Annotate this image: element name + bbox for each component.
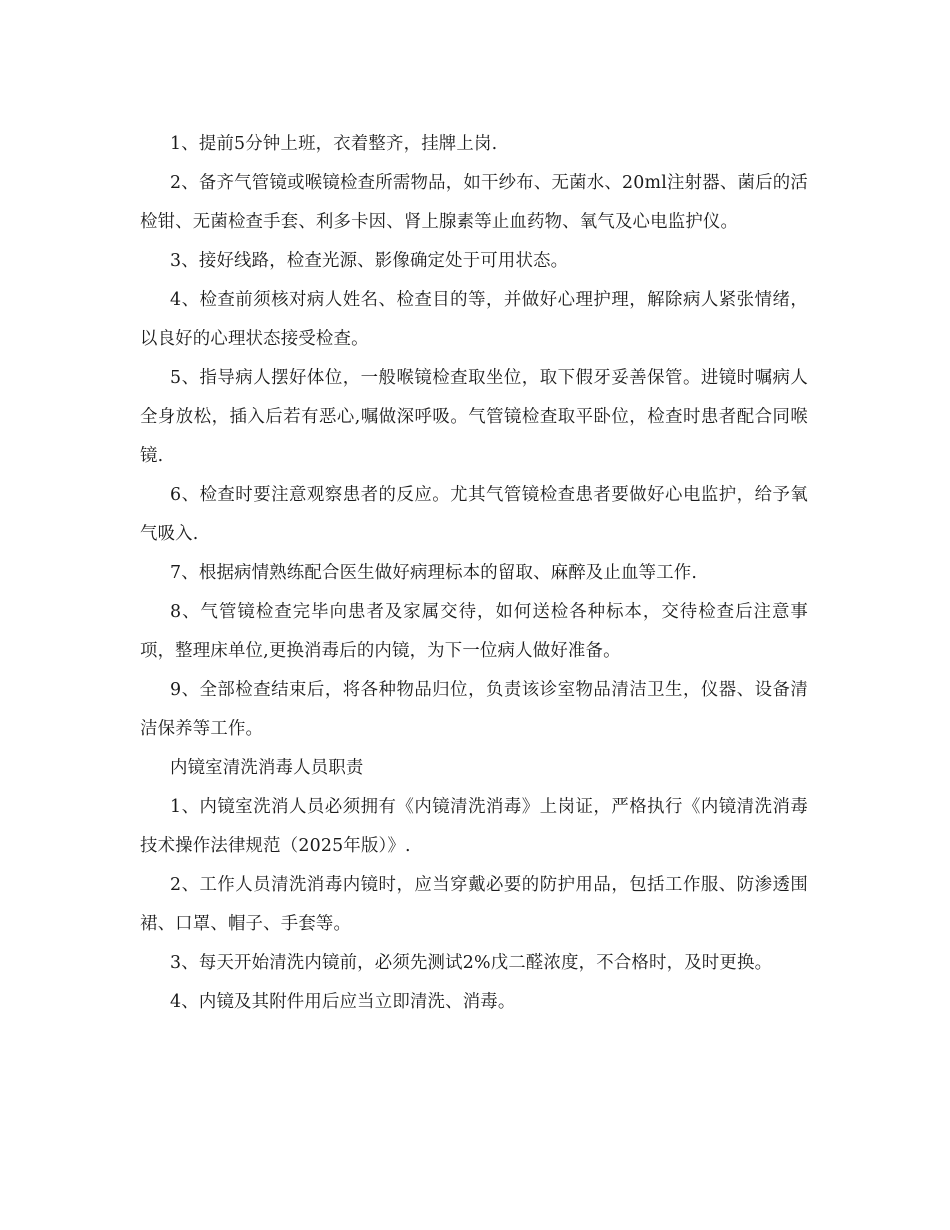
document-body <box>140 125 808 1022</box>
cleaning-paragraph-1: 1、内镜室洗消人员必须拥有《内镜清洗消毒》上岗证，严格执行《内镜清洗消毒技术操作法律规范（2025年版）》. <box>140 797 808 856</box>
paragraph-9: 9、全部检查结束后，将各种物品归位，负责该诊室物品清洁卫生，仪器、设备清洁保养等工作。 <box>140 680 808 739</box>
paragraph-3: 3、接好线路，检查光源、影像确定处于可用状态。 <box>170 251 569 271</box>
paragraph-4: 4、检查前须核对病人姓名、检查目的等，并做好心理护理，解除病人紧张情绪，以良好的心理状态接受检查。 <box>140 290 808 349</box>
paragraph-1: 1、提前5分钟上班，衣着整齐，挂牌上岗. <box>170 134 498 154</box>
cleaning-paragraph-4: 4、内镜及其附件用后应当立即清洗、消毒。 <box>170 992 516 1012</box>
paragraph-7: 7、根据病情熟练配合医生做好病理标本的留取、麻醉及止血等工作. <box>170 563 698 583</box>
cleaning-paragraph-3: 3、每天开始清洗内镜前，必须先测试2%戊二醛浓度，不合格时，及时更换。 <box>170 953 773 973</box>
section-heading: 内镜室清洗消毒人员职责 <box>170 758 364 778</box>
cleaning-paragraph-2: 2、工作人员清洗消毒内镜时，应当穿戴必要的防护用品，包括工作服、防渗透围裙、口罩、帽子、手套等。 <box>140 875 808 934</box>
paragraph-8: 8、气管镜检查完毕向患者及家属交待，如何送检各种标本，交待检查后注意事项，整理床单位,更换消毒后的内镜，为下一位病人做好准备。 <box>140 602 808 661</box>
paragraph-5: 5、指导病人摆好体位，一般喉镜检查取坐位，取下假牙妥善保管。进镜时嘱病人全身放松，插入后若有恶心,嘱做深呼吸。气管镜检查取平卧位，检查时患者配合同喉镜. <box>140 368 808 466</box>
paragraph-6: 6、检查时要注意观察患者的反应。尤其气管镜检查患者要做好心电监护，给予氧气吸入. <box>140 485 808 544</box>
paragraph-2: 2、备齐气管镜或喉镜检查所需物品，如干纱布、无菌水、20ml注射器、菌后的活检钳、无菌检查手套、利多卡因、肾上腺素等止血药物、氧气及心电监护仪。 <box>140 173 808 232</box>
